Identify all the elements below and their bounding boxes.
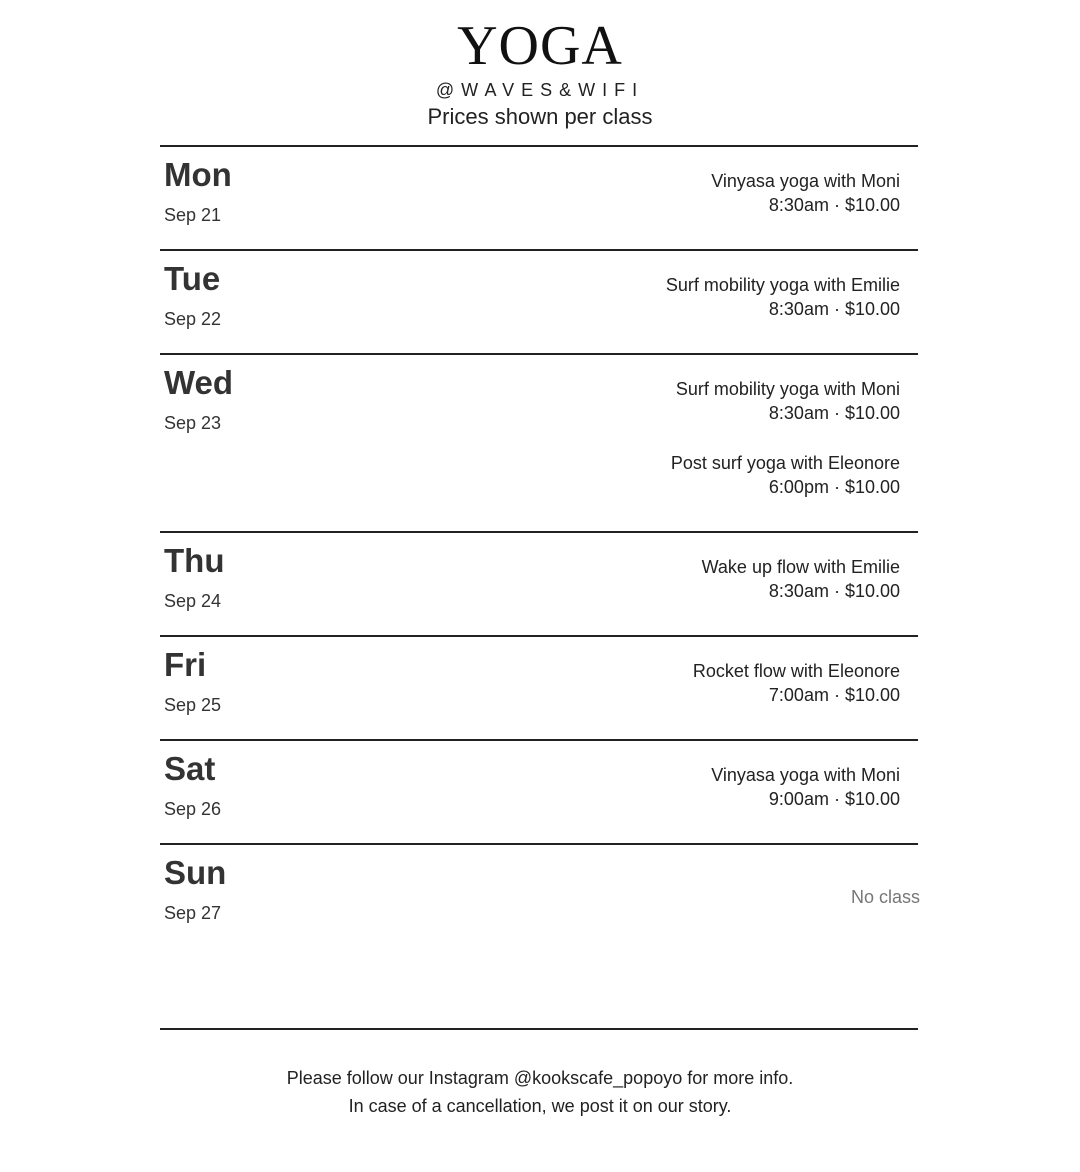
class-title: Surf mobility yoga with Moni [675, 379, 900, 399]
class-title: Rocket flow with Eleonore [692, 661, 900, 681]
footer-divider [160, 1028, 918, 1030]
class-time-price: 8:30am · $10.00 [768, 581, 900, 601]
page-title: YOGA [457, 15, 623, 77]
venue-handle: @WAVES&WIFI [435, 80, 645, 100]
footer-instagram-note: Please follow our Instagram @kookscafe_popoyo for more info. [286, 1068, 794, 1088]
class-time-price: 8:30am · $10.00 [768, 299, 900, 319]
no-class-label: No class [850, 887, 920, 907]
day-date: Sep 21 [164, 205, 222, 225]
day-date: Sep 22 [164, 309, 222, 329]
day-name: Mon [164, 156, 232, 193]
class-time-price: 9:00am · $10.00 [768, 789, 900, 809]
day-row-fri [160, 635, 918, 739]
class-list [666, 273, 900, 321]
day-row-thu [160, 531, 918, 635]
class-item [666, 273, 900, 321]
class-time-price: 7:00am · $10.00 [768, 685, 900, 705]
class-item [711, 169, 900, 217]
day-date: Sep 27 [164, 903, 222, 923]
class-item [702, 555, 900, 603]
class-title: Wake up flow with Emilie [701, 557, 900, 577]
day-row-mon [160, 145, 918, 249]
day-row-sat [160, 739, 918, 843]
day-row-sun [160, 843, 918, 1027]
class-list [702, 555, 900, 603]
day-name: Thu [164, 542, 225, 579]
day-name: Sat [164, 750, 216, 787]
day-name: Tue [164, 260, 221, 297]
class-title: Post surf yoga with Eleonore [670, 453, 900, 473]
class-title: Vinyasa yoga with Moni [711, 171, 900, 191]
day-name: Sun [164, 854, 227, 891]
class-time-price: 6:00pm · $10.00 [768, 477, 900, 497]
class-item [711, 763, 900, 811]
day-date: Sep 25 [164, 695, 222, 715]
day-name: Fri [164, 646, 207, 683]
class-item [671, 377, 900, 425]
class-title: Surf mobility yoga with Emilie [665, 275, 900, 295]
footer-cancellation-note: In case of a cancellation, we post it on our story. [348, 1096, 732, 1116]
day-row-wed [160, 353, 918, 531]
footer [0, 1064, 1080, 1120]
day-name: Wed [164, 364, 234, 401]
class-item [671, 451, 900, 499]
day-row-tue [160, 249, 918, 353]
day-date: Sep 23 [164, 413, 222, 433]
weekly-schedule [160, 145, 918, 1027]
day-date: Sep 26 [164, 799, 222, 819]
class-time-price: 8:30am · $10.00 [768, 195, 900, 215]
class-list [711, 763, 900, 811]
class-list [671, 377, 900, 499]
prices-note: Prices shown per class [427, 104, 653, 129]
class-list [711, 169, 900, 217]
class-item [693, 659, 900, 707]
day-date: Sep 24 [164, 591, 222, 611]
class-title: Vinyasa yoga with Moni [711, 765, 900, 785]
class-list [693, 659, 900, 707]
class-time-price: 8:30am · $10.00 [768, 403, 900, 423]
